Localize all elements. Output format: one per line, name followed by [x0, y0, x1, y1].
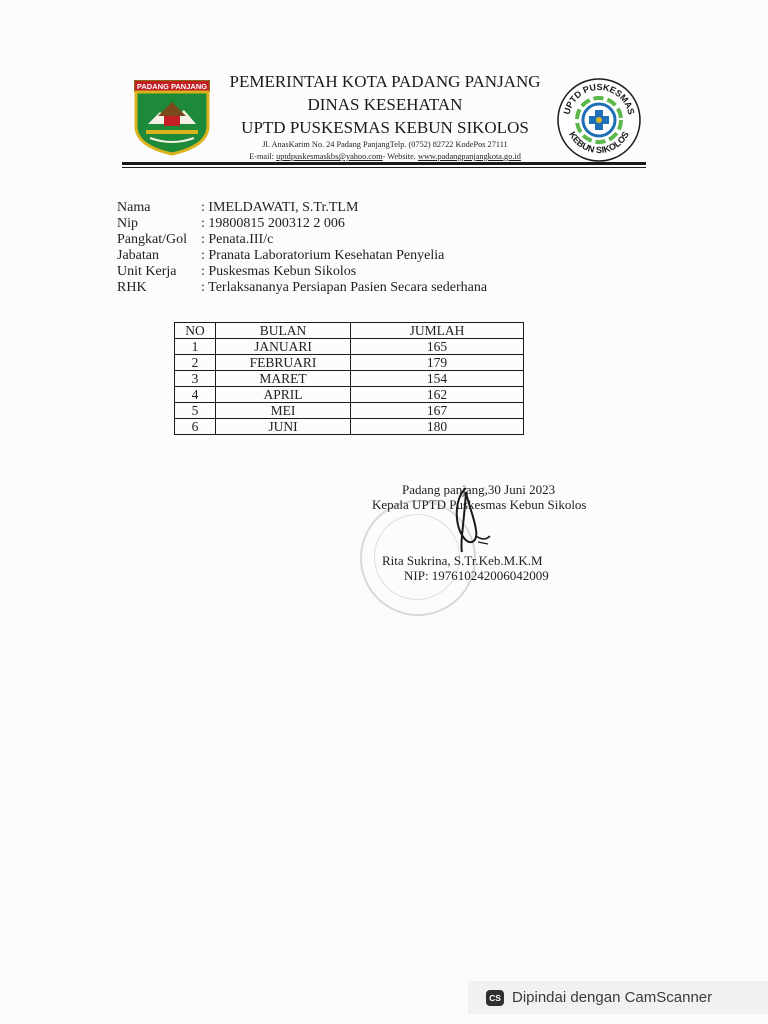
camscanner-watermark — [468, 981, 768, 1014]
signature-place-date: Padang panjang,30 Juni 2023 — [402, 482, 556, 497]
crest-shield-icon — [134, 90, 210, 156]
cell-jumlah: 165 — [351, 339, 524, 355]
identity-row-unit-kerja — [117, 264, 487, 280]
identity-label: Jabatan — [117, 248, 159, 263]
logo-text-top: UPTD PUSKESMAS — [561, 81, 637, 116]
identity-value: : 19800815 200312 2 006 — [201, 216, 345, 231]
logo-text-bottom: KEBUN SIKOLOS — [567, 129, 631, 156]
letterhead-contact — [210, 139, 560, 163]
puskesmas-logo — [556, 77, 642, 163]
email-link: uptdpuskesmaskbs@yahoo.com — [276, 152, 383, 161]
signatory-name: Rita Sukrina, S.Tr.Keb.M.K.M — [382, 553, 543, 568]
table-row — [175, 403, 524, 419]
table-row — [175, 371, 524, 387]
letterhead-line-2: DINAS KESEHATAN — [307, 95, 463, 114]
table-row — [175, 387, 524, 403]
cell-no: 4 — [175, 387, 216, 403]
cell-no: 5 — [175, 403, 216, 419]
identity-label: Nip — [117, 216, 138, 231]
cell-bulan: JANUARI — [216, 339, 351, 355]
cell-bulan: MARET — [216, 371, 351, 387]
monthly-count-table — [174, 322, 524, 435]
cell-jumlah: 179 — [351, 355, 524, 371]
cell-no: 2 — [175, 355, 216, 371]
identity-row-nama — [117, 200, 487, 216]
cell-jumlah: 154 — [351, 371, 524, 387]
cell-bulan: JUNI — [216, 419, 351, 435]
column-header-bulan: BULAN — [216, 323, 351, 339]
cell-jumlah: 180 — [351, 419, 524, 435]
column-header-no: NO — [175, 323, 216, 339]
identity-value: : Pranata Laboratorium Kesehatan Penyelia — [201, 248, 445, 263]
letterhead-divider-thick — [122, 162, 646, 165]
table-row — [175, 419, 524, 435]
cell-no: 6 — [175, 419, 216, 435]
identity-label: RHK — [117, 280, 147, 295]
employee-identity — [117, 200, 487, 296]
signatory-nip: NIP: 197610242006042009 — [404, 568, 549, 583]
identity-row-jabatan — [117, 248, 487, 264]
table-row — [175, 339, 524, 355]
city-crest-logo — [134, 80, 210, 154]
column-header-jumlah: JUMLAH — [351, 323, 524, 339]
cell-no: 3 — [175, 371, 216, 387]
signatory-title: Kepala UPTD Puskesmas Kebun Sikolos — [372, 497, 587, 512]
identity-label: Nama — [117, 200, 151, 215]
identity-value: : Penata.III/c — [201, 232, 274, 247]
cell-jumlah: 167 — [351, 403, 524, 419]
identity-label: Pangkat/Gol — [117, 232, 187, 247]
cell-bulan: MEI — [216, 403, 351, 419]
cell-no: 1 — [175, 339, 216, 355]
letterhead-title-block — [210, 70, 560, 139]
table-header-row — [175, 323, 524, 339]
cell-bulan: APRIL — [216, 387, 351, 403]
identity-row-rhk — [117, 280, 487, 296]
identity-label: Unit Kerja — [117, 264, 177, 279]
letterhead-line-1: PEMERINTAH KOTA PADANG PANJANG — [229, 72, 541, 91]
crest-banner: PADANG PANJANG — [134, 80, 210, 92]
email-label: E-mail: — [249, 152, 274, 161]
table-row — [175, 355, 524, 371]
identity-value: : IMELDAWATI, S.Tr.TLM — [201, 200, 359, 215]
letterhead-divider-thin — [122, 167, 646, 168]
camscanner-logo-icon: CS — [486, 990, 504, 1006]
website-label: - Website. — [382, 152, 416, 161]
identity-value: : Terlaksananya Persiapan Pasien Secara sederhana — [201, 280, 488, 295]
camscanner-text: Dipindai dengan CamScanner — [512, 989, 713, 1006]
cell-jumlah: 162 — [351, 387, 524, 403]
website-link: www.padangpanjangkota.go.id — [417, 152, 521, 161]
letterhead-line-3: UPTD PUSKESMAS KEBUN SIKOLOS — [241, 118, 529, 137]
identity-row-pangkat — [117, 232, 487, 248]
handwritten-signature — [448, 482, 494, 556]
identity-value: : Puskesmas Kebun Sikolos — [201, 264, 357, 279]
identity-row-nip — [117, 216, 487, 232]
letterhead-address: Jl. AnasKarim No. 24 Padang PanjangTelp. (0752) 82722 KodePos 27111 — [262, 140, 508, 149]
cell-bulan: FEBRUARI — [216, 355, 351, 371]
